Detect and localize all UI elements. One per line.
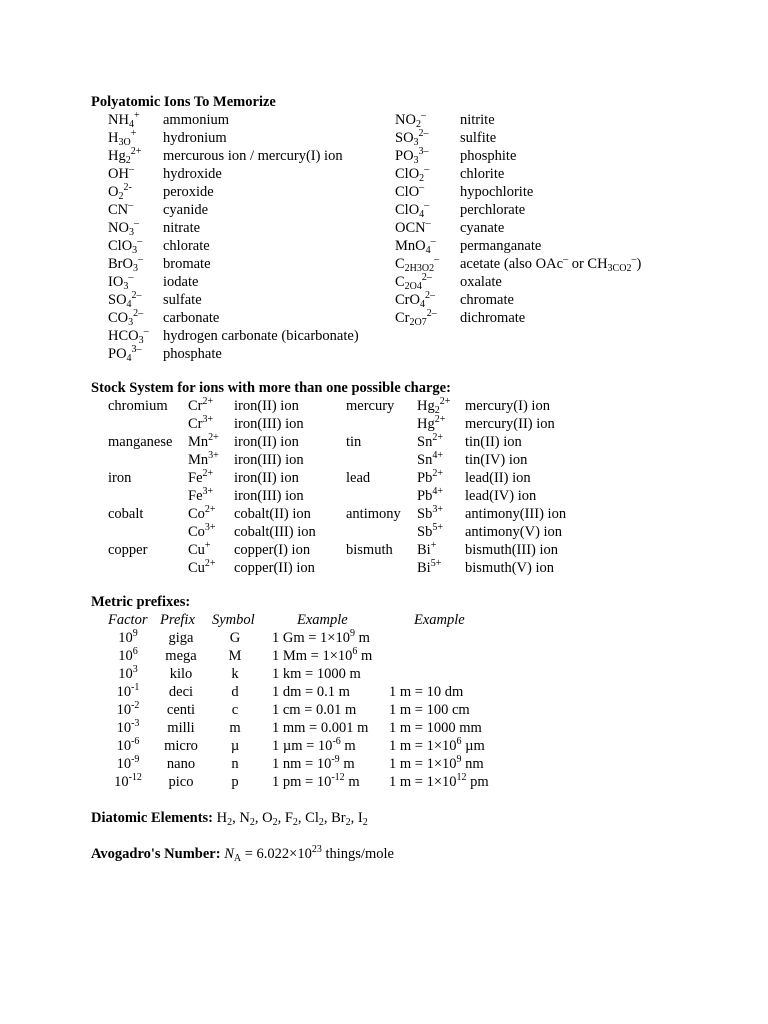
ion-formula: BrO$_3$– xyxy=(108,254,143,274)
metric-factor: $10^{-3}$ xyxy=(116,718,140,736)
ion-name: phosphate xyxy=(163,346,222,362)
ion-name: acetate (also OAc– or $CH_{3CO2}^-$) xyxy=(460,254,642,274)
metric-symbol: G xyxy=(229,630,241,646)
metric-prefix: milli xyxy=(167,720,195,736)
metric-ex2: 1 $m = 1\times 10^6$ µm xyxy=(389,736,485,754)
metric-factor: $10^6$ xyxy=(118,646,138,664)
avogadro-line xyxy=(91,845,394,863)
ion-name: perchlorate xyxy=(460,202,526,218)
ion-name: iodate xyxy=(163,274,199,290)
stock-name: iron(II) ion xyxy=(234,434,299,450)
ion-formula: $HCO_3^-$ xyxy=(108,326,149,346)
ion-formula: $SO_4^{2-}$ xyxy=(108,290,142,310)
ion-name: nitrate xyxy=(163,220,201,236)
stock-name: iron(III) ion xyxy=(234,488,304,504)
stock-formula: $Mn^{2+}$ xyxy=(188,432,219,450)
metric-symbol: n xyxy=(231,756,239,772)
metric-header: Factor xyxy=(108,612,148,628)
stock-element: bismuth xyxy=(346,542,393,558)
stock-formula: $Cr^{2+}$ xyxy=(188,396,214,414)
ion-name: hypochlorite xyxy=(460,184,534,200)
ion-name: sulfite xyxy=(460,130,497,146)
stock-name: mercury(I) ion xyxy=(465,398,550,414)
stock-name: antimony(V) ion xyxy=(465,524,563,540)
metric-ex2: 1 m = 100 cm xyxy=(389,702,470,718)
ion-formula: $PO_3^{3-}$ xyxy=(395,146,429,166)
avogadro-colon: : xyxy=(215,846,221,862)
stock-name: cobalt(III) ion xyxy=(234,524,316,540)
stock-name: bismuth(III) ion xyxy=(465,542,559,558)
stock-element: manganese xyxy=(108,434,173,450)
metric-ex2: 1 m = 10 dm xyxy=(389,684,464,700)
ion-formula: $C_{2O4}^{2-}$ xyxy=(395,272,432,292)
avogadro-label: Avogadro's Number xyxy=(91,846,216,862)
ion-name: cyanate xyxy=(460,220,505,236)
ion-formula: $C_{2H3O2}^-$ xyxy=(395,254,440,274)
ion-formula: CN– xyxy=(108,200,134,218)
stock-formula: $Sb^{3+}$ xyxy=(417,504,443,522)
stock-name: lead(IV) ion xyxy=(465,488,537,504)
metric-ex1: 1 pm = $10^{-12}$ m xyxy=(272,772,360,790)
metric-ex2: 1 m = 1000 mm xyxy=(389,720,482,736)
ion-formula: $H_{3O}^+$ xyxy=(108,128,137,148)
stock-formula: $Sn^{4+}$ xyxy=(417,450,443,468)
avogadro-value: = $6.022\times 10^{23}$ things/mole xyxy=(241,844,394,862)
metric-symbol: d xyxy=(231,684,239,700)
metric-prefix: mega xyxy=(165,648,197,664)
stock-name: mercury(II) ion xyxy=(465,416,555,432)
ion-name: sulfate xyxy=(163,292,202,308)
stock-formula: $Mn^{3+}$ xyxy=(188,450,219,468)
diatomic-label: Diatomic Elements: xyxy=(91,810,214,826)
ion-formula: OCN– xyxy=(395,218,431,236)
ion-name: dichromate xyxy=(460,310,526,326)
stock-name: copper(II) ion xyxy=(234,560,315,576)
ion-name: bromate xyxy=(163,256,211,272)
metric-header: Symbol xyxy=(212,612,255,628)
metric-factor: $10^9$ xyxy=(118,628,138,646)
ion-name: phosphite xyxy=(460,148,517,164)
metric-symbol: µ xyxy=(230,738,240,754)
stock-formula: $Sb^{5+}$ xyxy=(417,522,443,540)
ion-formula: CrO$_4^{2-}$ xyxy=(395,290,435,310)
stock-formula: $Hg_2^{2+}$ xyxy=(417,396,451,416)
metric-header: Example xyxy=(297,612,348,628)
metric-ex2: 1 $m = 1\times 10^9$ nm xyxy=(389,754,484,772)
metric-ex1: 1 mm = 0.001 m xyxy=(272,720,369,736)
metric-symbol: c xyxy=(231,702,239,718)
ion-formula: $CO_3^{2-}$ xyxy=(108,308,144,328)
ions-title: Polyatomic Ions To Memorize xyxy=(91,94,276,110)
ion-name: chlorate xyxy=(163,238,210,254)
metric-header: Example xyxy=(414,612,465,628)
ion-formula: $Cr_{2O7}^{2-}$ xyxy=(395,308,437,328)
stock-name: bismuth(V) ion xyxy=(465,560,555,576)
stock-formula: $Co^{2+}$ xyxy=(188,504,216,522)
stock-formula: $Pb^{4+}$ xyxy=(417,486,443,504)
stock-formula: $Sn^{2+}$ xyxy=(417,432,443,450)
ion-name: hydrogen carbonate (bicarbonate) xyxy=(163,328,359,344)
metric-symbol: p xyxy=(231,774,239,790)
metric-symbol: M xyxy=(228,648,242,664)
stock-formula: $Hg^{2+}$ xyxy=(417,414,446,432)
stock-name: iron(II) ion xyxy=(234,470,299,486)
metric-symbol: k xyxy=(231,666,239,682)
metric-ex1: 1 dm = 0.1 m xyxy=(272,684,350,700)
ion-name: ammonium xyxy=(163,112,230,128)
metric-factor: $10^3$ xyxy=(118,664,138,682)
stock-element: lead xyxy=(346,470,371,486)
avogadro-symbol: N xyxy=(224,846,234,862)
metric-ex1: 1 nm = $10^{-9}$ m xyxy=(272,754,355,772)
ion-formula: $IO_3^-$ xyxy=(108,272,134,292)
stock-element: mercury xyxy=(346,398,395,414)
stock-element: tin xyxy=(346,434,362,450)
diatomic-value: $H_2$, $N_2$, $O_2$, $F_2$, $Cl_2$, $Br_2$, $I_2$ xyxy=(216,810,368,828)
ion-formula: $NO_2^-$ xyxy=(395,110,426,130)
metric-ex1: 1 km = 1000 m xyxy=(272,666,361,682)
metric-factor: $10^{-2}$ xyxy=(116,700,140,718)
ion-formula: $PO_4^{3-}$ xyxy=(108,344,142,364)
metric-prefix: deci xyxy=(168,684,194,700)
metric-ex2: 1 $m = 1\times 10^{12}$ pm xyxy=(389,772,489,790)
stock-title: Stock System for ions with more than one possible charge: xyxy=(91,380,451,396)
stock-formula: Bi+ xyxy=(417,540,437,558)
ion-name: mercurous ion / mercury(I) ion xyxy=(163,148,343,164)
stock-formula: $Fe^{3+}$ xyxy=(188,486,214,504)
metric-factor: $10^{-6}$ xyxy=(116,736,140,754)
ion-name: permanganate xyxy=(460,238,542,254)
ion-name: oxalate xyxy=(460,274,502,290)
metric-symbol: m xyxy=(229,720,241,736)
stock-element: chromium xyxy=(108,398,168,414)
stock-formula: Cu+ xyxy=(188,540,211,558)
avogadro-symbol-sub: A xyxy=(233,853,242,864)
metric-factor: $10^{-12}$ xyxy=(114,772,142,790)
stock-name: antimony(III) ion xyxy=(465,506,567,522)
metric-prefix: giga xyxy=(168,630,194,646)
metric-ex1: 1 $Gm = 1\times 10^9$ m xyxy=(272,628,370,646)
ion-formula: $SO_3^{2-}$ xyxy=(395,128,429,148)
stock-formula: $Bi^{5+}$ xyxy=(417,558,442,576)
metric-prefix: nano xyxy=(166,756,196,772)
ion-name: peroxide xyxy=(163,184,214,200)
metric-ex1: 1 $\mu m = 10^{-6}$ m xyxy=(272,736,356,754)
metric-prefix: pico xyxy=(168,774,194,790)
stock-name: iron(III) ion xyxy=(234,452,304,468)
metric-ex1: 1 cm = 0.01 m xyxy=(272,702,357,718)
ion-name: carbonate xyxy=(163,310,220,326)
ion-name: cyanide xyxy=(163,202,209,218)
stock-name: tin(II) ion xyxy=(465,434,522,450)
metric-prefix: centi xyxy=(166,702,196,718)
metric-prefix: micro xyxy=(164,738,198,754)
ion-formula: MnO$_4$– xyxy=(395,236,436,256)
stock-element: iron xyxy=(108,470,132,486)
stock-element: antimony xyxy=(346,506,401,522)
stock-formula: $Co^{3+}$ xyxy=(188,522,216,540)
ion-name: hydroxide xyxy=(163,166,222,182)
metric-ex1: 1 $Mm = 1\times 10^6$ m xyxy=(272,646,373,664)
ion-name: hydronium xyxy=(163,130,227,146)
stock-name: iron(III) ion xyxy=(234,416,304,432)
ion-name: nitrite xyxy=(460,112,495,128)
metric-prefix: kilo xyxy=(169,666,193,682)
ion-formula: ClO– xyxy=(395,182,425,200)
ion-name: chromate xyxy=(460,292,514,308)
stock-formula: $Cr^{3+}$ xyxy=(188,414,214,432)
stock-formula: $Pb^{2+}$ xyxy=(417,468,443,486)
diatomic-line xyxy=(91,809,368,827)
stock-formula: $Cu^{2+}$ xyxy=(188,558,216,576)
metric-factor: $10^{-9}$ xyxy=(116,754,140,772)
stock-formula: $Fe^{2+}$ xyxy=(188,468,214,486)
ion-formula: ClO$_3$– xyxy=(108,236,143,256)
stock-name: iron(II) ion xyxy=(234,398,299,414)
metric-title: Metric prefixes: xyxy=(91,594,191,610)
stock-name: copper(I) ion xyxy=(234,542,311,558)
ion-formula: $Hg_2^{2+}$ xyxy=(108,146,142,166)
stock-name: tin(IV) ion xyxy=(465,452,528,468)
ion-formula: OH– xyxy=(108,164,134,182)
ion-formula: $O_2^{2-}$ xyxy=(108,182,132,202)
metric-factor: $10^{-1}$ xyxy=(116,682,140,700)
stock-element: cobalt xyxy=(108,506,144,522)
ion-formula: $NH_4^+$ xyxy=(108,110,140,130)
metric-header: Prefix xyxy=(160,612,195,628)
stock-name: cobalt(II) ion xyxy=(234,506,311,522)
ion-formula: $NO_3^-$ xyxy=(108,218,139,238)
ion-name: chlorite xyxy=(460,166,505,182)
ion-formula: ClO$_2$– xyxy=(395,164,430,184)
stock-name: lead(II) ion xyxy=(465,470,531,486)
stock-element: copper xyxy=(108,542,148,558)
ion-formula: ClO$_4$– xyxy=(395,200,430,220)
